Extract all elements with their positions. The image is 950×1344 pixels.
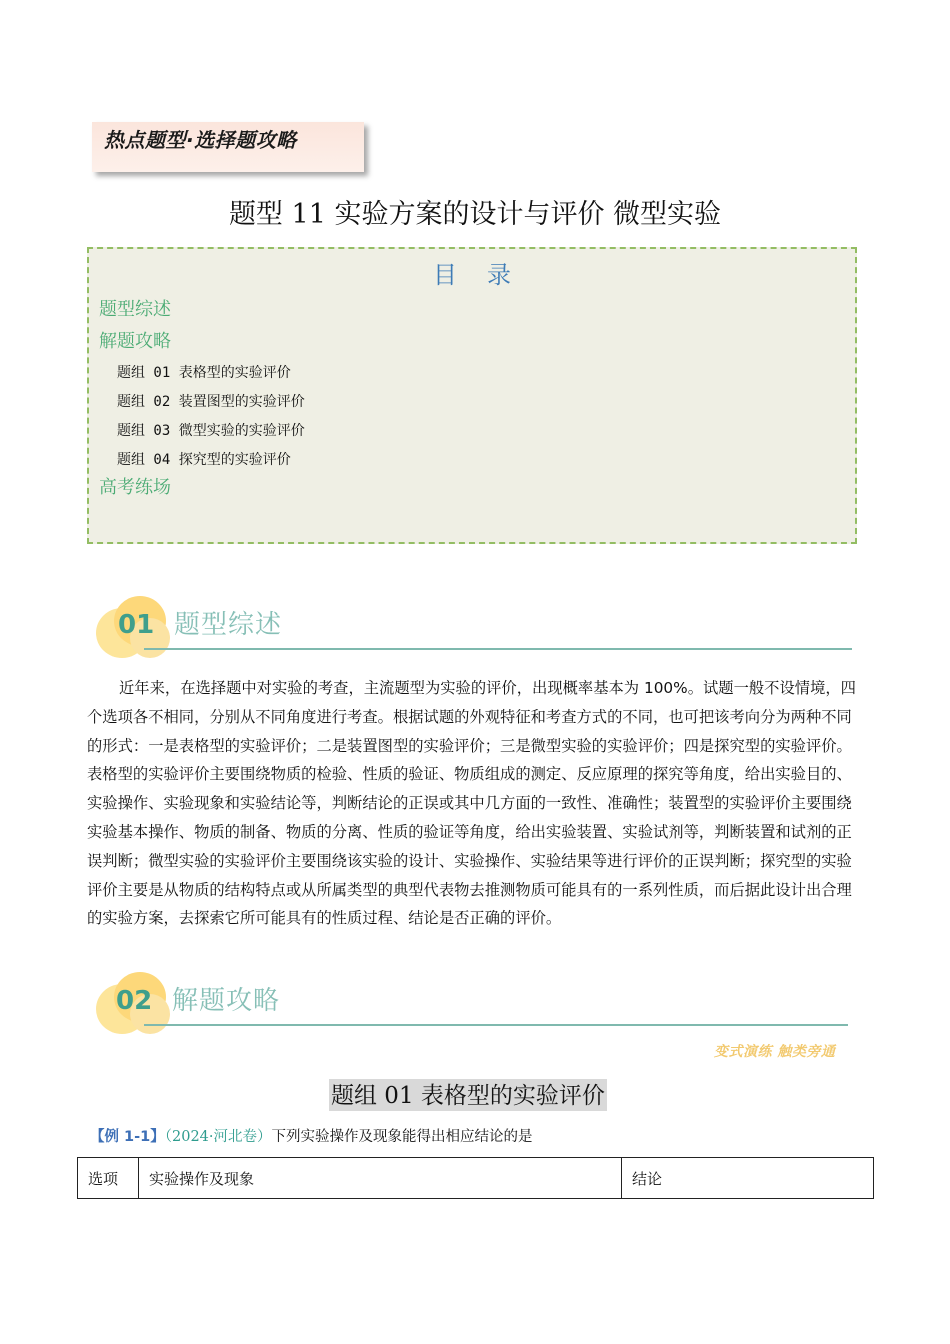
table-header-option: 选项 [78,1158,139,1199]
toc-heading: 目录 [433,261,541,289]
section-badge [96,972,164,1032]
table-header-row [78,1158,874,1199]
table-header-procedure: 实验操作及现象 [139,1158,622,1199]
topic-banner [92,122,364,172]
example-question [90,1127,533,1147]
answer-table [77,1157,874,1199]
toc-subitem-group-02[interactable]: 题组 02 装置图型的实验评价 [117,394,305,410]
overview-paragraph [87,674,863,933]
section-badge [96,596,164,656]
section-number: 01 [118,610,155,640]
section-header-overview [92,592,852,662]
section-title: 解题攻略 [172,986,281,1016]
example-question-text: 下列实验操作及现象能得出相应结论的是 [271,1129,533,1145]
section-header-strategy [92,968,852,1038]
table-header-conclusion: 结论 [622,1158,874,1199]
toc-item-practice[interactable]: 高考练场 [99,477,171,498]
toc-subitem-group-03[interactable]: 题组 03 微型实验的实验评价 [117,423,305,439]
section-title: 题型综述 [174,610,283,640]
section-divider [144,1024,848,1026]
example-source: （2024·河北卷） [164,1129,272,1145]
group-title: 题组 01 表格型的实验评价 [329,1079,607,1111]
table-of-contents [87,247,857,544]
toc-item-strategy[interactable]: 解题攻略 [99,331,171,352]
practice-slogan: 变式演练 触类旁通 [714,1044,836,1060]
section-divider [144,648,852,650]
section-number: 02 [116,986,153,1016]
page-title: 题型 11 实验方案的设计与评价 微型实验 [228,199,722,230]
example-label: 【例 1-1】 [90,1129,165,1145]
overview-text: 近年来，在选择题中对实验的考查，主流题型为实验的评价，出现概率基本为 100%。试题一般不设情境，四个选项各不相同，分别从不同角度进行考查。根据试题的外观特征和考查方式的不同，也可把该考向分为两种不同的形式：一是表格型的实验评价；二是装置图型的实验评价；三是微型实验的实验评价；四是探究型的实验评价。表格型的实验评价主要围绕物质的检验、性质的验证、物质组成的测定、反应原理的探究等角度，给出实验目的、实验操作、实验现象和实验结论等，判断结论的正误或其中几方面的一致性、准确性；装置型的实验评价主要围绕实验基本操作、物质的制备、物质的分离、性质的验证等角度，给出实验装置、实验试剂等，判断装置和试剂的正误判断；微型实验的实验评价主要围绕该实验的设计、实验操作、实验结果等进行评价的正误判断；探究型的实验评价主要是从物质的结构特点或从所属类型的典型代表物去推测物质可能具有的一系列性质，而后据此设计出合理的实验方案，去探索它所可能具有的性质过程、结论是否正确的评价。 [87,679,856,928]
toc-subitem-group-01[interactable]: 题组 01 表格型的实验评价 [117,365,291,381]
toc-item-overview[interactable]: 题型综述 [99,299,171,320]
banner-label: 热点题型·选择题攻略 [104,128,297,152]
toc-subitem-group-04[interactable]: 题组 04 探究型的实验评价 [117,452,291,468]
